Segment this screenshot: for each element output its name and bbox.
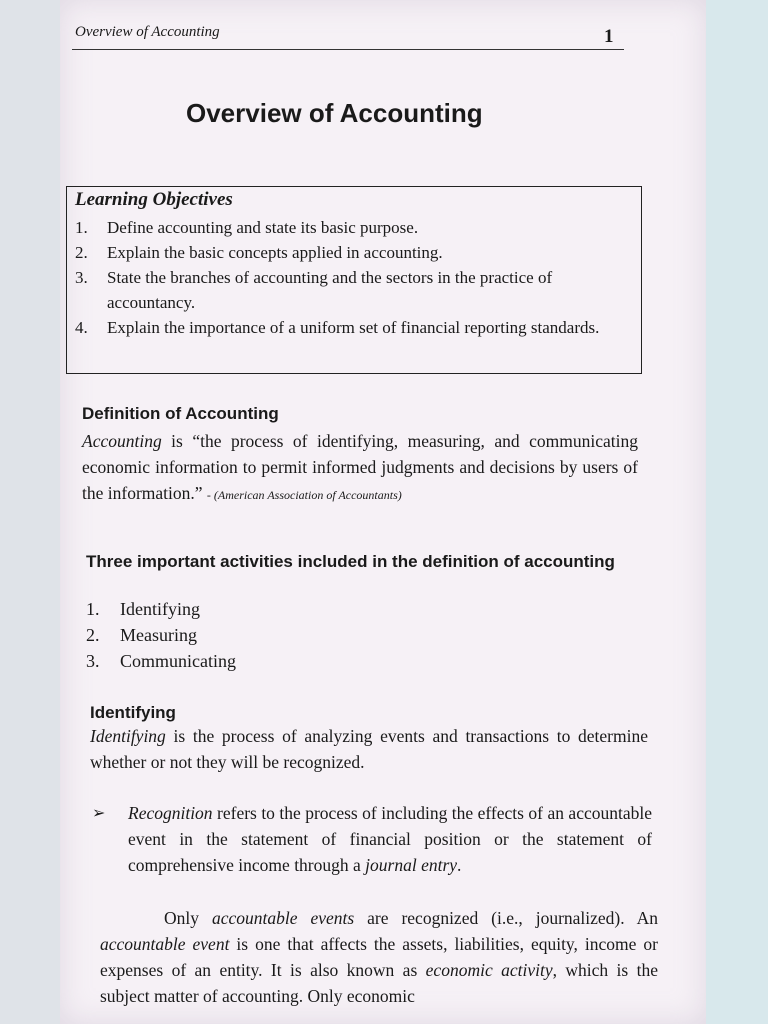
objective-text: State the branches of accounting and the sectors in the practice of accountancy. <box>107 268 553 312</box>
recognition-paragraph <box>128 800 652 878</box>
definition-term: Accounting <box>82 431 162 451</box>
accountable-events-paragraph <box>100 905 658 1009</box>
page-right-margin <box>706 0 768 1024</box>
activities-heading: Three important activities included in the definition of accounting <box>86 552 615 571</box>
economic-activity-term: economic activity <box>425 960 553 980</box>
page-left-margin <box>0 0 60 1024</box>
objective-item <box>75 265 635 315</box>
learning-objectives-title: Learning Objectives <box>75 189 233 210</box>
definition-citation: - (American Association of Accountants) <box>206 488 402 502</box>
list-item-text: Communicating <box>120 651 236 671</box>
list-item-number: 2. <box>86 625 100 645</box>
list-item-number: 1. <box>86 599 100 619</box>
header-rule <box>72 49 624 50</box>
recognition-end: . <box>457 855 462 875</box>
list-item <box>86 648 236 674</box>
list-item-text: Identifying <box>120 599 200 619</box>
accountable-event-term: accountable event <box>100 934 230 954</box>
list-item <box>86 596 236 622</box>
text-run: is one that affects the assets, liabilities, equity, income or expenses of an entity. It is also known as <box>100 934 658 980</box>
arrow-bullet-icon: ➢ <box>92 805 106 822</box>
text-run: Only <box>164 908 212 928</box>
objective-number: 3. <box>75 268 88 287</box>
objective-item <box>75 215 635 240</box>
chapter-title: Overview of Accounting <box>186 98 483 128</box>
running-title: Overview of Accounting <box>75 24 220 40</box>
objective-text: Explain the basic concepts applied in accounting. <box>107 243 443 262</box>
list-item <box>86 622 236 648</box>
identifying-term: Identifying <box>90 726 166 746</box>
list-item-number: 3. <box>86 651 100 671</box>
identifying-heading: Identifying <box>90 703 176 722</box>
objective-number: 4. <box>75 318 88 337</box>
text-run: are recognized (i.e., journalized). An <box>354 908 659 928</box>
learning-objectives-box <box>66 186 642 374</box>
definition-heading: Definition of Accounting <box>82 404 279 423</box>
objective-text: Define accounting and state its basic purpose. <box>107 218 419 237</box>
definition-paragraph <box>82 428 638 508</box>
objective-text: Explain the importance of a uniform set of financial reporting standards. <box>107 318 600 337</box>
objective-item <box>75 240 635 265</box>
list-item-text: Measuring <box>120 625 197 645</box>
recognition-text: refers to the process of including the effects of an accountable event in the statement of financial position or the statement of comprehensive income through a <box>128 803 652 875</box>
text-run: , which is the subject matter of accounting. Only economic <box>100 960 658 1006</box>
identifying-text: is the process of analyzing events and transactions to determine whether or not they will be recognized. <box>90 726 648 772</box>
activities-list <box>86 596 236 674</box>
objective-number: 1. <box>75 218 88 237</box>
accountable-events-term: accountable events <box>211 908 355 928</box>
recognition-term: Recognition <box>128 803 213 823</box>
journal-entry-term: journal entry <box>365 855 458 875</box>
objective-number: 2. <box>75 243 88 262</box>
learning-objectives-list <box>75 215 635 340</box>
identifying-paragraph <box>90 723 648 775</box>
page-number: 1 <box>604 26 614 47</box>
definition-text: is “the process of identifying, measuring, and communicating economic information to permit informed judgments and decisions by users of the information.” <box>82 431 638 503</box>
objective-item <box>75 315 635 340</box>
